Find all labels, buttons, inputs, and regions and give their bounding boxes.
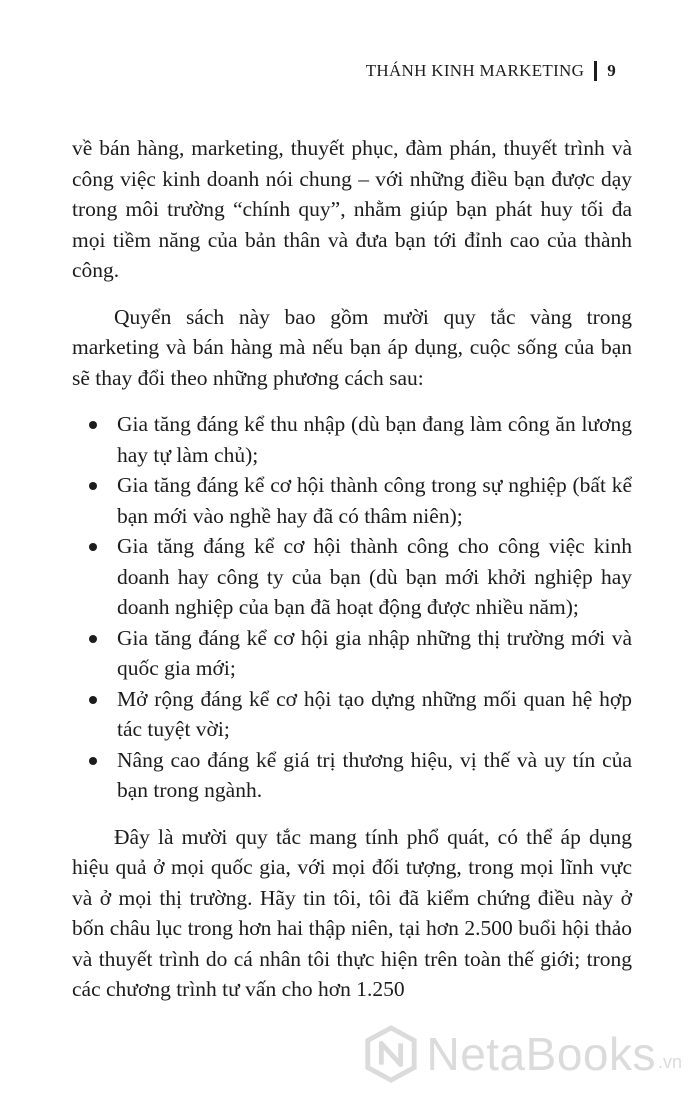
watermark-tld: .vn	[657, 1052, 682, 1072]
list-item-text: Gia tăng đáng kể cơ hội thành công trong sự nghiệp (bất kể bạn mới vào nghề hay đã có thâm niên);	[117, 473, 632, 528]
list-item	[72, 745, 632, 806]
bullet-icon	[89, 543, 97, 551]
paragraph-intro: Quyển sách này bao gồm mười quy tắc vàng trong marketing và bán hàng mà nếu bạn áp dụng, cuộc sống của bạn sẽ thay đổi theo những phương cách sau:	[72, 304, 632, 390]
netabooks-logo-icon	[362, 1025, 420, 1083]
list-item-text: Mở rộng đáng kể cơ hội tạo dựng những mối quan hệ hợp tác tuyệt vời;	[117, 686, 632, 741]
bullet-icon	[89, 635, 97, 643]
page-number: 9	[607, 61, 616, 80]
list-item-text: Gia tăng đáng kể thu nhập (dù bạn đang làm công ăn lương hay tự làm chủ);	[117, 412, 632, 467]
book-title: THÁNH KINH MARKETING	[365, 61, 585, 80]
list-item-text: Nâng cao đáng kể giá trị thương hiệu, vị thế và uy tín của bạn trong ngành.	[117, 747, 632, 802]
paragraph-universal-rules: Đây là mười quy tắc mang tính phổ quát, có thể áp dụng hiệu quả ở mọi quốc gia, với mọi đối tượng, trong mọi lĩnh vực và ở mọi thị trường. Hãy tin tôi, tôi đã kiểm chứng điều này ở bốn châu lục trong hơn hai thập niên, tại hơn 2.500 buổi hội thảo và thuyết trình do cá nhân tôi thực hiện trên toàn thế giới; trong các chương trình tư vấn cho hơn 1.250	[72, 824, 632, 1001]
bullet-icon	[89, 482, 97, 490]
list-item	[72, 623, 632, 684]
page-body	[72, 133, 632, 1021]
list-item-text: Gia tăng đáng kể cơ hội gia nhập những thị trường mới và quốc gia mới;	[117, 625, 632, 680]
watermark	[362, 1025, 682, 1083]
list-item	[72, 409, 632, 470]
benefit-list	[72, 409, 632, 806]
list-item	[72, 470, 632, 531]
bullet-icon	[89, 757, 97, 765]
running-header	[366, 61, 616, 81]
list-item	[72, 684, 632, 745]
watermark-brand: NetaBooks	[426, 1028, 656, 1080]
bullet-icon	[89, 421, 97, 429]
paragraph-continued: về bán hàng, marketing, thuyết phục, đàm phán, thuyết trình và công việc kinh doanh nói chung – với những điều bạn được dạy trong môi trường “chính quy”, nhằm giúp bạn phát huy tối đa mọi tiềm năng của bản thân và đưa bạn tới đỉnh cao của thành công.	[72, 136, 632, 282]
list-item-text: Gia tăng đáng kể cơ hội thành công cho công việc kinh doanh hay công ty của bạn (dù bạn mới khởi nghiệp hay doanh nghiệp của bạn đã hoạt động được nhiều năm);	[117, 534, 632, 619]
header-divider	[594, 61, 597, 81]
bullet-icon	[89, 696, 97, 704]
list-item	[72, 531, 632, 623]
